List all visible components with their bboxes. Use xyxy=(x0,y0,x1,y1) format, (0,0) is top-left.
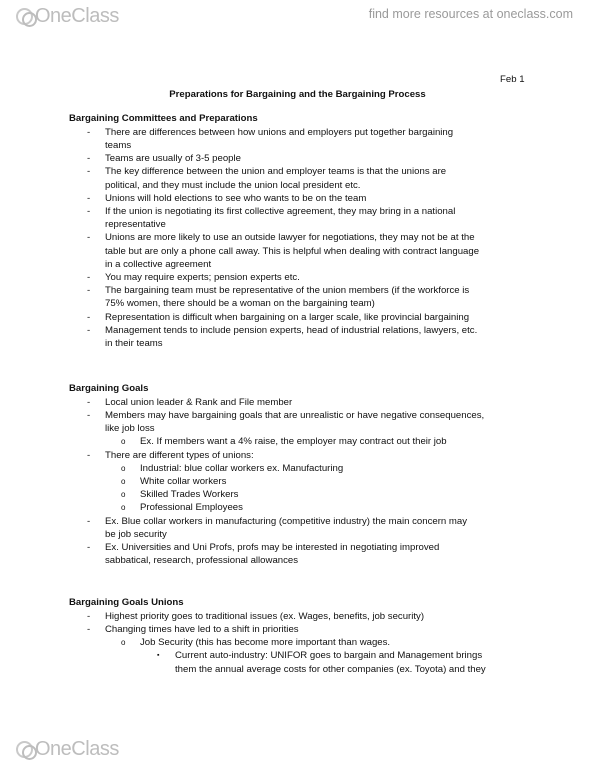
circle-bullet-icon: o xyxy=(121,476,126,486)
section-heading: Bargaining Goals Unions xyxy=(69,597,184,608)
list-item-line: Unions will hold elections to see who wants to be on the team xyxy=(105,192,367,204)
list-item-line: There are differences between how unions and employers put together bargaining xyxy=(105,126,454,138)
list-item-line: Representation is difficult when bargaining on a larger scale, like provincial bargaining xyxy=(105,311,470,323)
dash-bullet: - xyxy=(87,205,91,217)
list-item-line: Current auto-industry: UNIFOR goes to bargain and Management brings xyxy=(175,650,483,662)
list-item-line: Local union leader & Rank and File member xyxy=(105,396,293,408)
dash-bullet: - xyxy=(87,396,91,408)
dash-bullet: - xyxy=(87,449,91,461)
circle-bullet-icon: o xyxy=(121,638,126,648)
circle-bullet-icon: o xyxy=(121,463,126,473)
list-item-line: Members may have bargaining goals that are unrealistic or have negative consequences, xyxy=(105,409,485,421)
dash-bullet: - xyxy=(87,232,91,244)
section-heading: Bargaining Committees and Preparations xyxy=(69,113,258,124)
list-item-line: Professional Employees xyxy=(140,502,243,514)
doc-date: Feb 1 xyxy=(500,74,525,85)
circle-bullet-icon: o xyxy=(121,503,126,513)
list-item-line: The key difference between the union and employer teams is that the unions are xyxy=(105,166,447,178)
list-item-line: teams xyxy=(105,139,132,151)
dash-bullet: - xyxy=(87,285,91,297)
dash-bullet: - xyxy=(87,192,91,204)
list-item-line: Unions are more likely to use an outside lawyer for negotiations, they may not be at the xyxy=(105,232,475,244)
list-item-line: in their teams xyxy=(105,337,163,349)
logo-text: OneClass xyxy=(35,5,119,27)
list-item-line: 75% women, there should be a woman on the bargaining team) xyxy=(105,298,375,310)
list-item-line: Ex. Universities and Uni Profs, profs may be interested in negotiating improved xyxy=(105,541,440,553)
dash-bullet: - xyxy=(87,166,91,178)
list-item-line: table but are only a phone call away. This is helpful when dealing with contract language xyxy=(105,245,480,257)
list-item-line: Ex. Blue collar workers in manufacturing (competitive industry) the main concern may xyxy=(105,515,468,527)
dash-bullet: - xyxy=(87,324,91,336)
list-item-line: Industrial: blue collar workers ex. Manufacturing xyxy=(140,462,344,474)
list-item-line: If the union is negotiating its first collective agreement, they may bring in a national xyxy=(105,205,456,217)
dash-bullet: - xyxy=(87,126,91,138)
dash-bullet: - xyxy=(87,311,91,323)
list-item-line: Ex. If members want a 4% raise, the employer may contract out their job xyxy=(140,436,447,448)
list-item-line: Skilled Trades Workers xyxy=(140,489,239,501)
list-item-line: them the annual average costs for other companies (ex. Toyota) and they xyxy=(175,663,486,675)
list-item-line: You may require experts; pension experts etc. xyxy=(105,271,300,283)
list-item-line: Job Security (this has become more important than wages. xyxy=(140,637,391,649)
section-heading: Bargaining Goals xyxy=(69,383,149,394)
oneclass-logo-icon xyxy=(16,740,36,760)
footer-logo-text: OneClass xyxy=(35,738,119,760)
footer-oneclass-logo[interactable] xyxy=(16,738,119,761)
list-item-line: The bargaining team must be representative of the union members (if the workforce is xyxy=(105,285,470,297)
dash-bullet: - xyxy=(87,623,91,635)
list-item-line: Changing times have led to a shift in priorities xyxy=(105,623,299,635)
list-item-line: Management tends to include pension experts, head of industrial relations, lawyers, etc. xyxy=(105,324,478,336)
resources-link[interactable]: find more resources at oneclass.com xyxy=(368,7,573,21)
list-item-line: in a collective agreement xyxy=(105,258,212,270)
dash-bullet: - xyxy=(87,541,91,553)
dash-bullet: - xyxy=(87,610,91,622)
list-item-line: like job loss xyxy=(105,423,155,435)
dash-bullet: - xyxy=(87,271,91,283)
doc-title: Preparations for Bargaining and the Bargaining Process xyxy=(169,89,426,100)
list-item-line: sabbatical, research, professional allowances xyxy=(105,555,299,567)
circle-bullet-icon: o xyxy=(121,490,126,500)
list-item-line: representative xyxy=(105,219,166,231)
dash-bullet: - xyxy=(87,409,91,421)
circle-bullet-icon: o xyxy=(121,437,126,447)
list-item-line: political, and they must include the union local president etc. xyxy=(105,179,361,191)
list-item-line: be job security xyxy=(105,528,167,540)
dash-bullet: - xyxy=(87,515,91,527)
dash-bullet: - xyxy=(87,153,91,165)
list-item-line: Teams are usually of 3-5 people xyxy=(105,153,241,165)
list-item-line: There are different types of unions: xyxy=(105,449,254,461)
square-bullet-icon: ▪ xyxy=(157,652,160,660)
list-item-line: White collar workers xyxy=(140,475,227,487)
list-item-line: Highest priority goes to traditional issues (ex. Wages, benefits, job security) xyxy=(105,610,425,622)
